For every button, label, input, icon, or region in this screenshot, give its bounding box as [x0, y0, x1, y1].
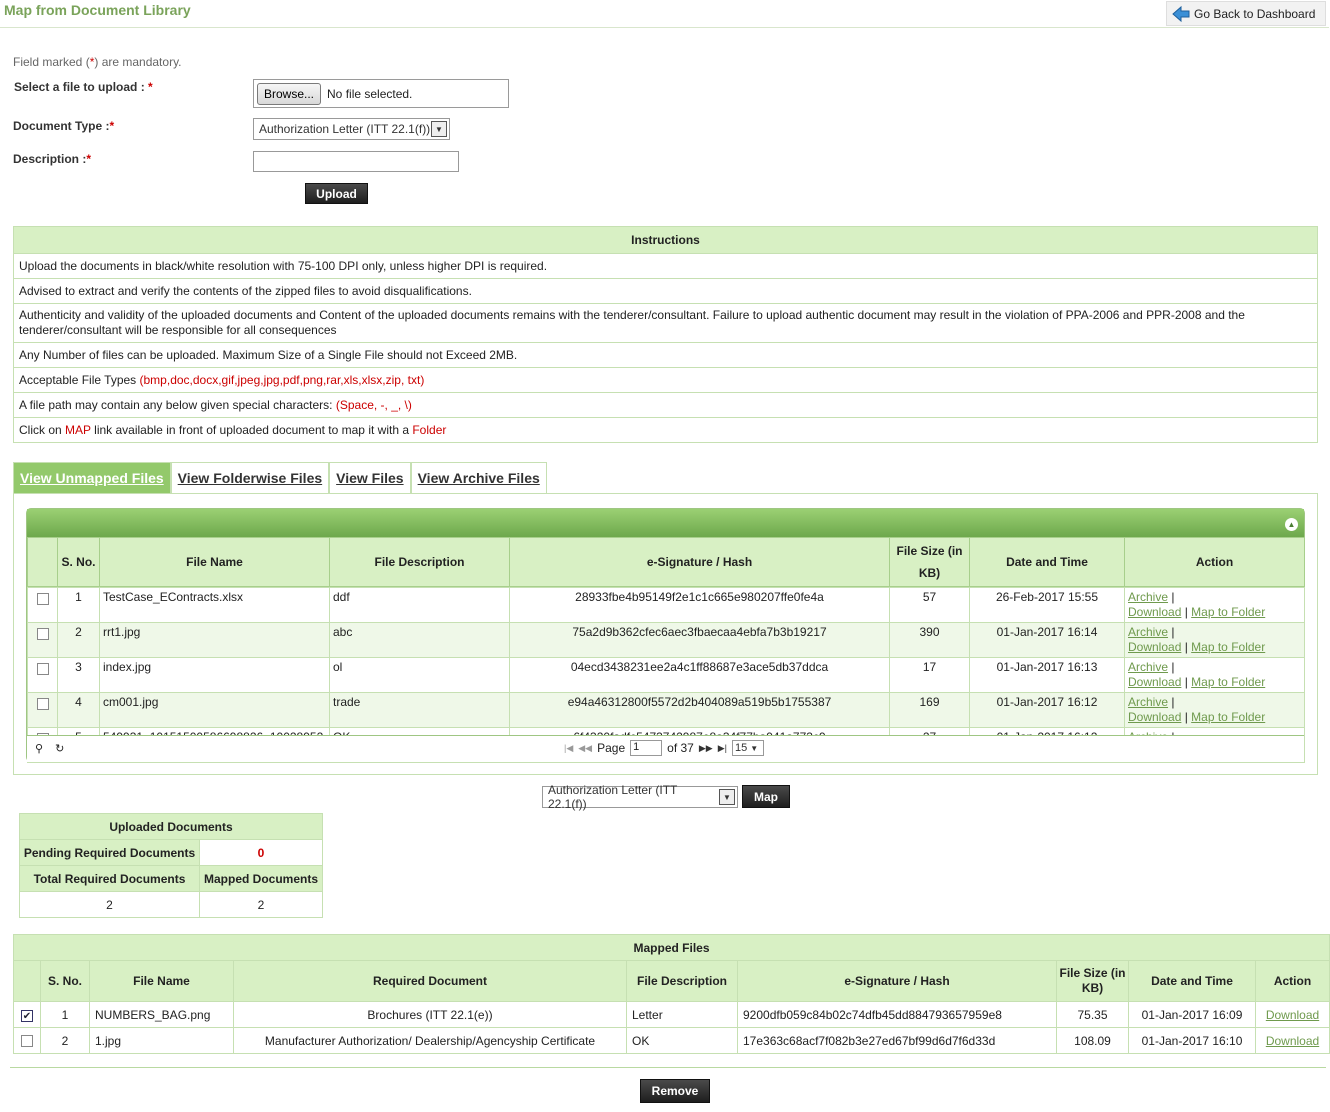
- summary-heading: Uploaded Documents: [20, 814, 323, 840]
- map-to-folder-link[interactable]: Map to Folder: [1191, 605, 1266, 619]
- tab-archive-files[interactable]: View Archive Files: [411, 462, 547, 493]
- row-size: 390: [890, 623, 970, 658]
- row-date: 26-Feb-2017 15:55: [970, 588, 1125, 623]
- row-size: 169: [890, 693, 970, 728]
- row-date: 01-Jan-2017 16:13: [970, 658, 1125, 693]
- column-header: File Name: [100, 538, 330, 587]
- go-back-button[interactable]: [1166, 1, 1326, 26]
- chevron-down-icon[interactable]: ▼: [719, 789, 735, 805]
- row-sno: 2: [41, 1028, 90, 1054]
- row-sno: 3: [58, 658, 100, 693]
- column-header: e-Signature / Hash: [510, 538, 890, 587]
- document-type-label: [13, 119, 114, 133]
- row-action: [1256, 1002, 1330, 1028]
- upload-button[interactable]: Upload: [305, 183, 368, 204]
- file-view-tabs: [13, 462, 547, 493]
- row-file-name: NUMBERS_BAG.png: [90, 1002, 234, 1028]
- row-date: 01-Jan-2017 16:09: [1129, 1002, 1256, 1028]
- required-star: *: [109, 119, 115, 133]
- row-size: 17: [890, 658, 970, 693]
- row-date: 01-Jan-2017 16:12: [970, 693, 1125, 728]
- column-header: e-Signature / Hash: [738, 961, 1057, 1002]
- map-keyword: MAP: [65, 423, 91, 437]
- table-row: [28, 623, 1305, 658]
- required-star: *: [86, 152, 92, 166]
- pager-tools: [35, 742, 64, 755]
- row-checkbox[interactable]: [37, 663, 49, 675]
- document-type-value: Authorization Letter (ITT 22.1(f)): [259, 122, 431, 136]
- required-star: *: [148, 80, 153, 94]
- pager-controls: [564, 740, 764, 756]
- row-checkbox[interactable]: [37, 628, 49, 640]
- mandatory-note: [13, 55, 182, 69]
- download-link[interactable]: Download: [1128, 710, 1182, 724]
- row-checkbox-checked[interactable]: ✔: [22, 1010, 32, 1022]
- row-checkbox-cell: [28, 588, 58, 623]
- column-header: Date and Time: [1129, 961, 1256, 1002]
- select-column-header: [14, 961, 41, 1002]
- document-type-label-text: Document Type :: [13, 119, 110, 133]
- column-header: File Name: [90, 961, 234, 1002]
- column-header: S. No.: [58, 538, 100, 587]
- page-count: of 37: [667, 741, 694, 755]
- map-to-folder-link[interactable]: Map to Folder: [1191, 675, 1266, 689]
- description-label-text: Description :: [13, 152, 87, 166]
- row-sno: 4: [58, 693, 100, 728]
- mandatory-note-pre: Field marked (: [13, 55, 90, 69]
- search-icon[interactable]: ⚲: [35, 743, 44, 755]
- page-label: Page: [597, 741, 626, 755]
- download-link[interactable]: Download: [1265, 1033, 1320, 1048]
- column-header: Action: [1256, 961, 1330, 1002]
- row-checkbox-cell: [28, 693, 58, 728]
- page-title: Map from Document Library: [4, 2, 191, 18]
- archive-link[interactable]: Archive: [1128, 695, 1169, 709]
- go-back-label: Go Back to Dashboard: [1194, 6, 1316, 21]
- row-checkbox[interactable]: [37, 698, 49, 710]
- download-link[interactable]: Download: [1128, 675, 1182, 689]
- select-column-header: [28, 538, 58, 587]
- tab-files[interactable]: View Files: [329, 462, 410, 493]
- row-file-name: rrt1.jpg: [100, 623, 330, 658]
- column-header: File Description: [330, 538, 510, 587]
- page-number-input[interactable]: 1: [630, 740, 662, 756]
- row-checkbox-cell: [14, 1028, 41, 1054]
- row-hash: 9200dfb059c84b02c74dfb45dd884793657959e8: [738, 1002, 1057, 1028]
- row-date: 01-Jan-2017 16:10: [1129, 1028, 1256, 1054]
- instruction-line: Authenticity and validity of the uploaded documents and Content of the uploaded documents remains with the tenderer/consultant. Failure to upload authentic document may result in the violation of PPA-2006 and PPR-2008 and the tenderer/consultant will be responsible for all consequences: [14, 304, 1318, 343]
- instruction-line: [14, 393, 1318, 418]
- column-header: Required Document: [234, 961, 627, 1002]
- instruction-line: Advised to extract and verify the contents of the zipped files to avoid disqualifications.: [14, 279, 1318, 304]
- row-file-name: index.jpg: [100, 658, 330, 693]
- map-to-folder-link[interactable]: Map to Folder: [1191, 640, 1266, 654]
- row-date: 01-Jan-2017 16:14: [970, 623, 1125, 658]
- instruction-line: Upload the documents in black/white resolution with 75-100 DPI only, unless higher DPI is required.: [14, 254, 1318, 279]
- column-header: File Description: [627, 961, 738, 1002]
- column-header: File Size (in KB): [1057, 961, 1129, 1002]
- mapped-count: 2: [200, 892, 323, 918]
- map-instruction-a: Click on: [19, 423, 66, 437]
- row-description: trade: [330, 693, 510, 728]
- row-sno: 2: [58, 623, 100, 658]
- description-input[interactable]: [253, 151, 459, 172]
- row-file-name: 1.jpg: [90, 1028, 234, 1054]
- column-header: File Size (in KB): [890, 538, 970, 587]
- last-page-icon[interactable]: ▶|: [717, 742, 727, 753]
- mapped-files-table: [13, 934, 1330, 1054]
- row-hash: e94a46312800f5572d2b404089a519b5b1755387: [510, 693, 890, 728]
- document-type-select[interactable]: [253, 118, 450, 140]
- prev-page-icon[interactable]: ◀◀: [578, 742, 593, 753]
- next-page-icon[interactable]: ▶▶: [698, 742, 713, 753]
- bottom-divider: [10, 1067, 1326, 1068]
- grid-header: [27, 537, 1305, 587]
- row-checkbox-cell: [28, 623, 58, 658]
- file-upload-label: [14, 80, 153, 94]
- remove-button[interactable]: Remove: [640, 1079, 710, 1103]
- download-link[interactable]: Download: [1128, 605, 1182, 619]
- special-chars-list: (Space, -, _, \): [335, 398, 412, 412]
- archive-link[interactable]: Archive: [1128, 625, 1169, 639]
- tab-unmapped-files[interactable]: View Unmapped Files: [13, 462, 171, 493]
- description-label: [13, 152, 91, 166]
- row-size: 75.35: [1057, 1002, 1129, 1028]
- file-upload-label-text: Select a file to upload :: [14, 80, 145, 94]
- row-description: abc: [330, 623, 510, 658]
- column-header: Date and Time: [970, 538, 1125, 587]
- row-checkbox-cell: [28, 658, 58, 693]
- row-sno: 1: [58, 588, 100, 623]
- map-document-value: Authorization Letter (ITT 22.1(f)): [548, 783, 678, 811]
- row-actions: Archive | Download | Map to Folder: [1125, 623, 1305, 658]
- page-size-value: 15: [734, 742, 748, 754]
- first-page-icon[interactable]: |◀: [564, 742, 574, 753]
- instruction-line: Any Number of files can be uploaded. Maximum Size of a Single File should not Exceed 2MB.: [14, 343, 1318, 368]
- grid-caption-bar: [27, 509, 1304, 537]
- column-header: Action: [1125, 538, 1305, 587]
- refresh-icon[interactable]: ↻: [55, 743, 65, 755]
- pending-label: Pending Required Documents: [20, 840, 200, 866]
- map-button[interactable]: Map: [742, 785, 790, 808]
- row-hash: 28933fbe4b95149f2e1c1c665e980207ffe0fe4a: [510, 588, 890, 623]
- grid-body[interactable]: [27, 587, 1304, 738]
- row-actions: Archive | Download | Map to Folder: [1125, 658, 1305, 693]
- back-arrow-icon: [1172, 6, 1190, 22]
- row-hash: 75a2d9b362cfec6aec3fbaecaa4ebfa7b3b19217: [510, 623, 890, 658]
- table-row: [28, 658, 1305, 693]
- page-size-select[interactable]: [732, 740, 764, 756]
- file-types-list: (bmp,doc,docx,gif,jpeg,jpg,pdf,png,rar,xls,xlsx,zip, txt): [139, 373, 425, 387]
- row-actions: Archive | Download | Map to Folder: [1125, 588, 1305, 623]
- row-required-document: Brochures (ITT 22.1(e)): [234, 1002, 627, 1028]
- map-document-select[interactable]: [542, 783, 738, 811]
- row-checkbox[interactable]: [21, 1035, 33, 1047]
- map-to-folder-link[interactable]: Map to Folder: [1191, 710, 1266, 724]
- total-label: Total Required Documents: [20, 866, 200, 892]
- row-hash: 17e363c68acf7f082b3e27ed67bf99d6d7f6d33d: [738, 1028, 1057, 1054]
- folder-keyword: Folder: [412, 423, 447, 437]
- column-header: S. No.: [41, 961, 90, 1002]
- file-types-label: Acceptable File Types: [19, 373, 140, 387]
- instruction-line: [14, 418, 1318, 443]
- mapped-label: Mapped Documents: [200, 866, 323, 892]
- row-description: OK: [627, 1028, 738, 1054]
- table-row: [14, 1002, 1330, 1028]
- row-checkbox-cell: [14, 1002, 41, 1028]
- special-chars-label: A file path may contain any below given special characters:: [19, 398, 336, 412]
- row-required-document: Manufacturer Authorization/ Dealership/Agencyship Certificate: [234, 1028, 627, 1054]
- total-count: 2: [20, 892, 200, 918]
- file-status: No file selected.: [327, 86, 413, 101]
- row-checkbox[interactable]: [37, 593, 49, 605]
- browse-button[interactable]: Browse...: [257, 83, 321, 105]
- row-description: ddf: [330, 588, 510, 623]
- title-divider: [0, 27, 1329, 28]
- row-description: ol: [330, 658, 510, 693]
- mandatory-star: *: [89, 55, 95, 69]
- archive-link[interactable]: Archive: [1128, 660, 1169, 674]
- row-sno: 1: [41, 1002, 90, 1028]
- row-actions: Archive | Download | Map to Folder: [1125, 693, 1305, 728]
- map-instruction-b: link available in front of uploaded document to map it with a: [90, 423, 413, 437]
- archive-link[interactable]: Archive: [1128, 590, 1169, 604]
- unmapped-files-grid: [26, 508, 1305, 762]
- tab-folderwise-files[interactable]: View Folderwise Files: [171, 462, 329, 493]
- mapped-files-heading: Mapped Files: [14, 935, 1330, 961]
- row-size: 57: [890, 588, 970, 623]
- chevron-down-icon[interactable]: ▼: [431, 121, 447, 137]
- download-link[interactable]: Download: [1265, 1007, 1320, 1022]
- table-row: [28, 588, 1305, 623]
- instructions-heading: Instructions: [14, 227, 1318, 254]
- mandatory-note-post: ) are mandatory.: [94, 55, 182, 69]
- row-description: Letter: [627, 1002, 738, 1028]
- file-upload-input[interactable]: [253, 79, 509, 108]
- table-row: [14, 1028, 1330, 1054]
- chevron-down-icon: ▼: [750, 743, 759, 753]
- table-row: [28, 693, 1305, 728]
- instruction-line: [14, 368, 1318, 393]
- row-file-name: TestCase_EContracts.xlsx: [100, 588, 330, 623]
- collapse-icon[interactable]: ▲: [1285, 518, 1298, 531]
- grid-pager: [27, 735, 1304, 762]
- download-link[interactable]: Download: [1128, 640, 1182, 654]
- instructions-table: [13, 226, 1318, 443]
- row-file-name: cm001.jpg: [100, 693, 330, 728]
- uploaded-documents-summary: [19, 813, 323, 918]
- pending-count: 0: [200, 840, 323, 866]
- row-action: [1256, 1028, 1330, 1054]
- row-hash: 04ecd3438231ee2a4c1ff88687e3ace5db37ddca: [510, 658, 890, 693]
- row-size: 108.09: [1057, 1028, 1129, 1054]
